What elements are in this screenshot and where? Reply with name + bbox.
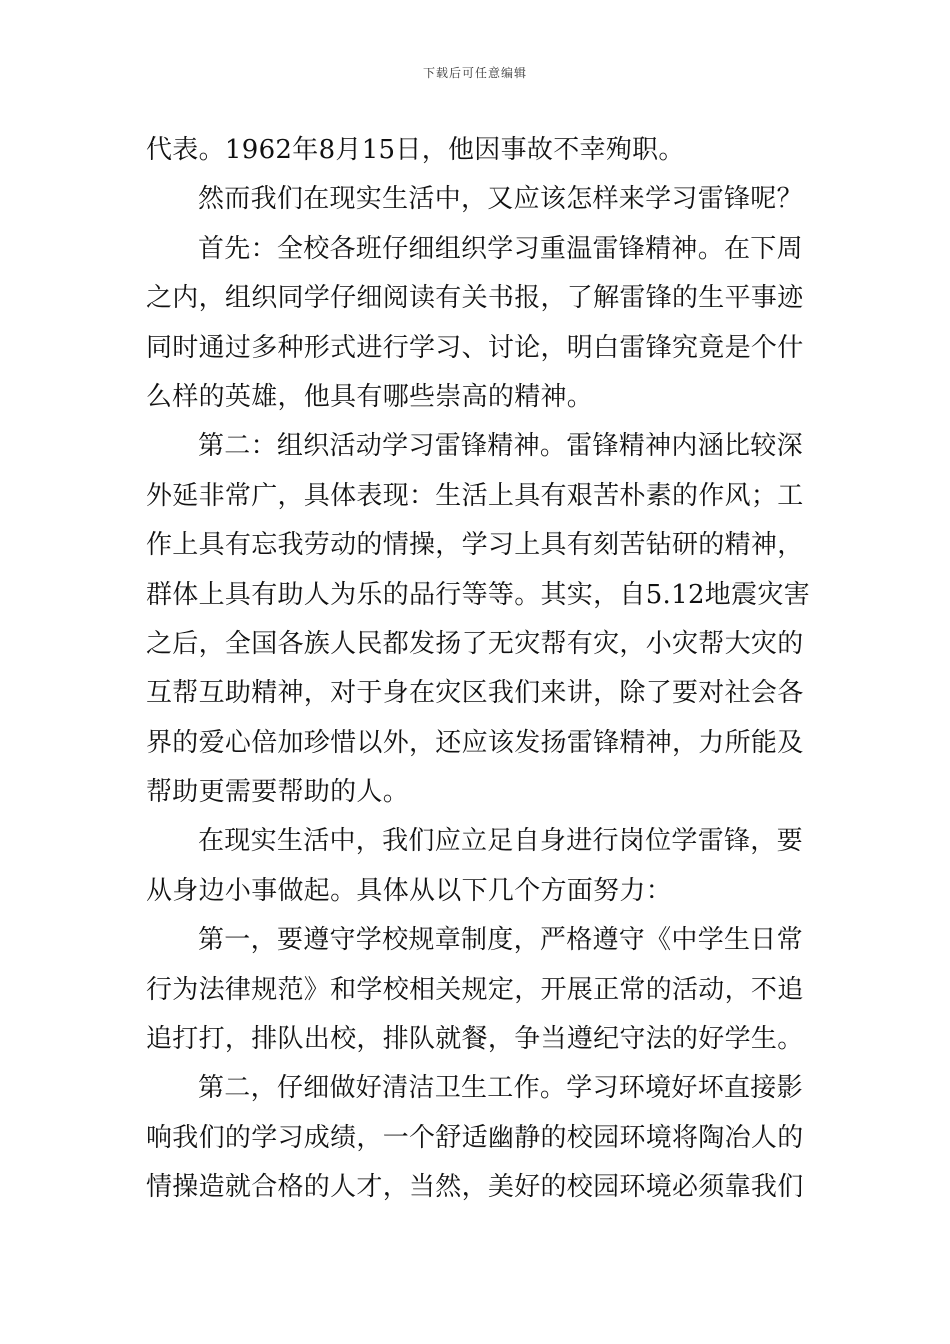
text-line: 情操造就合格的人才，当然，美好的校园环境必须靠我们 — [146, 1172, 804, 1203]
text-line: 响我们的学习成绩，一个舒适幽静的校园环境将陶冶人的 — [146, 1122, 804, 1153]
text-line: 外延非常广，具体表现：生活上具有艰苦朴素的作风；工 — [146, 480, 804, 511]
text-line: 作上具有忘我劳动的情操，学习上具有刻苦钻研的精神， — [146, 530, 804, 561]
text-line: 代表。1962年8月15日，他因事故不幸殉职。 — [146, 135, 685, 165]
page-header: 下载后可任意编辑 — [422, 66, 527, 80]
text-line: 首先：全校各班仔细组织学习重温雷锋精神。在下周 — [198, 233, 803, 264]
text-line: 同时通过多种形式进行学习、讨论，明白雷锋究竟是个什 — [146, 332, 804, 363]
text-line: 然而我们在现实生活中，又应该怎样来学习雷锋呢？ — [198, 184, 803, 215]
text-line: 追打打，排队出校，排队就餐，争当遵纪守法的好学生。 — [146, 1024, 804, 1055]
text-line: 互帮互助精神，对于身在灾区我们来讲，除了要对社会各 — [146, 678, 804, 709]
text-line: 之后，全国各族人民都发扬了无灾帮有灾，小灾帮大灾的 — [146, 628, 804, 659]
document-body — [146, 126, 810, 1213]
text-line: 行为法律规范》和学校相关规定，开展正常的活动，不追 — [146, 974, 804, 1005]
text-line: 第一，要遵守学校规章制度，严格遵守《中学生日常 — [198, 925, 803, 956]
text-line: 么样的英雄，他具有哪些崇高的精神。 — [146, 381, 594, 412]
text-line: 界的爱心倍加珍惜以外，还应该发扬雷锋精神，力所能及 — [146, 727, 804, 758]
text-line: 帮助更需要帮助的人。 — [146, 777, 410, 808]
text-line: 第二，仔细做好清洁卫生工作。学习环境好坏直接影 — [198, 1073, 803, 1104]
text-line: 第二：组织活动学习雷锋精神。雷锋精神内涵比较深 — [198, 431, 803, 462]
text-line: 从身边小事做起。具体从以下几个方面努力： — [146, 875, 673, 906]
text-line: 之内，组织同学仔细阅读有关书报，了解雷锋的生平事迹 — [146, 283, 804, 314]
text-line: 群体上具有助人为乐的品行等等。其实，自5.12地震灾害 — [146, 579, 810, 610]
text-line: 在现实生活中，我们应立足自身进行岗位学雷锋，要 — [198, 826, 803, 857]
